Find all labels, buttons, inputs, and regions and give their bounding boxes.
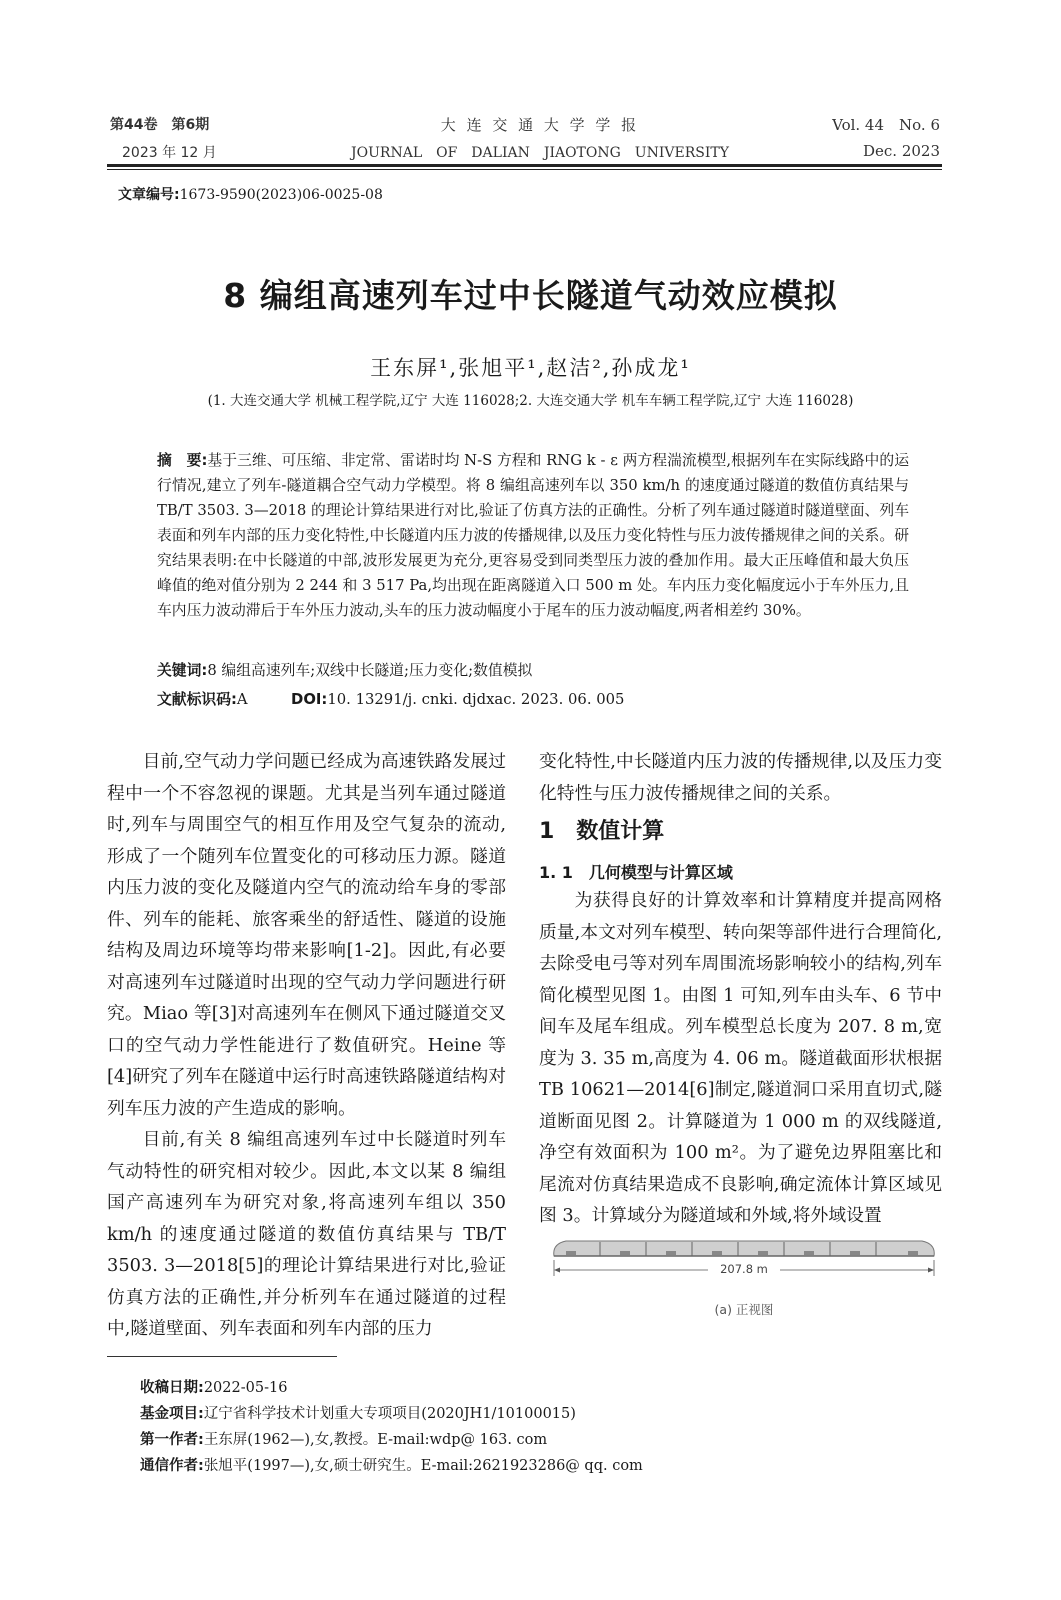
dimension-label: 207.8 m — [720, 1262, 768, 1276]
authors: 王东屏¹,张旭平¹,赵洁²,孙成龙¹ — [370, 356, 691, 380]
right-column-body — [539, 885, 942, 1232]
train-body — [554, 1241, 935, 1256]
footnote-label: 基金项目: — [140, 1406, 204, 1422]
header-rule-thick — [107, 164, 942, 167]
subsection-heading: 1. 1 几何模型与计算区域 — [539, 863, 733, 882]
volume-issue-en: Vol. 44 No. 6 — [832, 116, 940, 134]
abstract-label: 摘 要: — [157, 452, 208, 469]
figure-caption: (a) 正视图 — [714, 1302, 774, 1317]
doi: 10. 13291/j. cnki. djdxac. 2023. 06. 005 — [327, 691, 625, 708]
abstract-text: 基于三维、可压缩、非定常、雷诺时均 N-S 方程和 RNG k - ε 两方程湍流模型,根据列车在实际线路中的运行情况,建立了列车-隧道耦合空气动力学模型。将 8 编组高速列车以 350 km/h 的速度通过隧道的数值仿真结果与 TB/T 3503. 3—2018 的理论计算结果进行对比,验证了仿真方法的正确性。分析了列车通过隧道时隧道壁面、列车表面和列车内部的压力变化特性,中长隧道内压力波的传播规律,以及压力变化特性与压力波传播规律之间的关系。研究结果表明:在中长隧道的中部,波形发展更为充分,更容易受到同类型压力波的叠加作用。最大正压峰值和最大负压峰值的绝对值分别为 2 244 和 3 517 Pa,均出现在距离隧道入口 500 m 处。车内压力变化幅度远小于车外压力,且车内压力波动滞后于车外压力波动,头车的压力波动幅度小于尾车的压力波动幅度,两者相差约 30%。 — [157, 452, 909, 619]
left-column — [107, 746, 506, 1345]
paragraph: 目前,有关 8 编组高速列车过中长隧道时列车气动特性的研究相对较少。因此,本文以某 8 编组国产高速列车为研究对象,将高速列车组以 350 km/h 的速度通过隧道的数值仿真结果与 TB/T 3503. 3—2018[5]的理论计算结果进行对比,验证仿真方法的正确性,并分析列车在通过隧道的过程中,隧道壁面、列车表面和列车内部的压力 — [107, 1129, 506, 1339]
footnote-corresponding-author — [140, 1454, 920, 1475]
footnote-text: 王东屏(1962—),女,教授。E-mail:wdp@ 163. com — [203, 1432, 548, 1448]
train-diagram — [548, 1230, 940, 1286]
train-figure — [548, 1230, 940, 1290]
journal-name-en: JOURNAL OF DALIAN JIAOTONG UNIVERSITY — [351, 145, 729, 161]
date-en: Dec. 2023 — [862, 142, 940, 160]
right-column-top — [539, 746, 942, 809]
doi-label: DOI: — [291, 691, 328, 708]
footnote-text: 辽宁省科学技术计划重大专项项目(2020JH1/10100015) — [203, 1406, 576, 1422]
keywords-line — [157, 659, 909, 680]
keywords: 8 编组高速列车;双线中长隧道;压力变化;数值模拟 — [207, 662, 533, 679]
journal-name-cn: 大 连 交 通 大 学 学 报 — [440, 116, 640, 134]
article-id: 1673-9590(2023)06-0025-08 — [179, 187, 383, 203]
doc-code-label: 文献标识码: — [157, 691, 237, 708]
abstract — [157, 448, 909, 623]
footnote-label: 通信作者: — [140, 1458, 204, 1474]
footnote-rule — [107, 1356, 337, 1357]
footnote-funding — [140, 1402, 920, 1423]
keywords-label: 关键词: — [157, 662, 208, 679]
paper-title: 8 编组高速列车过中长隧道气动效应模拟 — [223, 276, 838, 315]
footnote-label: 收稿日期: — [140, 1380, 204, 1396]
doc-code-line — [157, 688, 909, 709]
volume-issue-cn: 第44卷 第6期 — [110, 117, 210, 133]
header-rule-thin — [107, 169, 942, 170]
doc-code: A — [236, 691, 248, 708]
paragraph: 目前,空气动力学问题已经成为高速铁路发展过程中一个不容忽视的课题。尤其是当列车通过隧道时,列车与周围空气的相互作用及空气复杂的流动,形成了一个随列车位置变化的可移动压力源。隧道内压力波的变化及隧道内空气的流动给车身的零部件、列车的能耗、旅客乘坐的舒适性、隧道的设施结构及周边环境等均带来影响[1-2]。因此,有必要对高速列车过隧道时出现的空气动力学问题进行研究。Miao 等[3]对高速列车在侧风下通过隧道交叉口的空气动力学性能进行了数值研究。Heine 等[4]研究了列车在隧道中运行时高速铁路隧道结构对列车压力波的产生造成的影响。 — [107, 751, 506, 1119]
affiliation: (1. 大连交通大学 机械工程学院,辽宁 大连 116028;2. 大连交通大学 机车车辆工程学院,辽宁 大连 116028) — [207, 393, 854, 409]
article-id-label: 文章编号: — [118, 187, 180, 203]
article-id-line — [118, 184, 383, 204]
footnote-received — [140, 1376, 920, 1397]
footnote-first-author — [140, 1428, 920, 1449]
footnote-text: 2022-05-16 — [203, 1380, 288, 1396]
footnote-label: 第一作者: — [140, 1432, 204, 1448]
footnote-text: 张旭平(1997—),女,硕士研究生。E-mail:2621923286@ qq. com — [203, 1458, 643, 1474]
section-heading: 1 数值计算 — [539, 819, 665, 844]
paragraph: 为获得良好的计算效率和计算精度并提高网格质量,本文对列车模型、转向架等部件进行合理简化,去除受电弓等对列车周围流场影响较小的结构,列车简化模型见图 1。由图 1 可知,列车由头车、6 节中间车及尾车组成。列车模型总长度为 207. 8 m,宽度为 3. 35 m,高度为 4. 06 m。隧道截面形状根据 TB 10621—2014[6]制定,隧道洞口采用直切式,隧道断面见图 2。计算隧道为 1 000 m 的双线隧道,净空有效面积为 100 m²。为了避免边界阻塞比和尾流对仿真结果造成不良影响,确定流体计算区域见图 3。计算域分为隧道域和外域,将外域设置 — [539, 890, 942, 1226]
paragraph-continued: 变化特性,中长隧道内压力波的传播规律,以及压力变化特性与压力波传播规律之间的关系。 — [539, 751, 942, 804]
date-cn: 2023 年 12 月 — [122, 145, 217, 161]
